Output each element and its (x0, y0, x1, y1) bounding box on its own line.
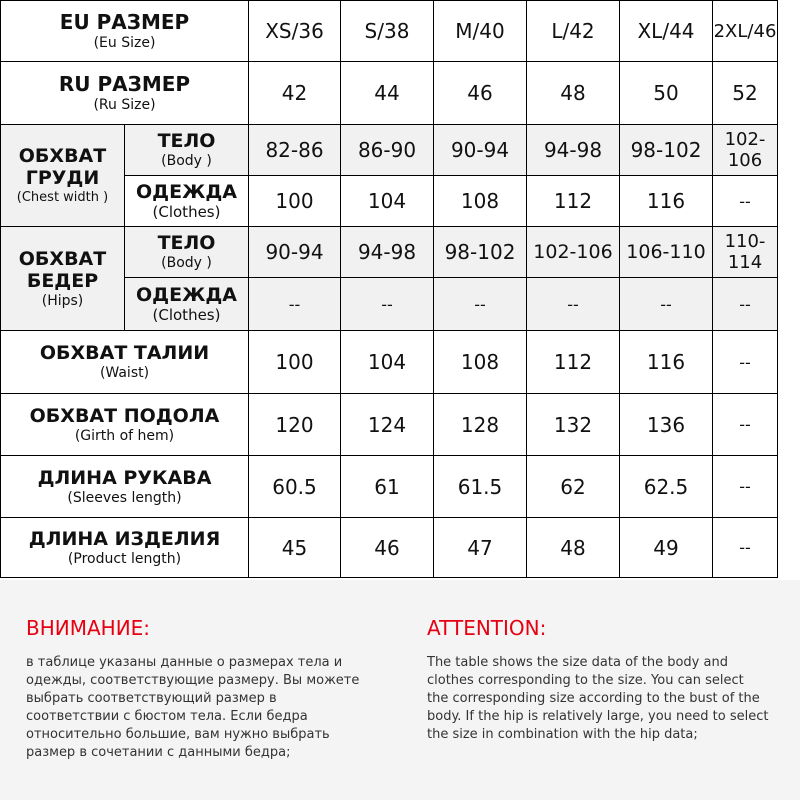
hips-body-label: ТЕЛО (157, 232, 216, 254)
product-value: 47 (434, 518, 527, 578)
row-hips-body (1, 227, 778, 278)
hips-clothes-value: -- (713, 278, 778, 331)
waist-sub: (Waist) (99, 365, 150, 381)
chest-body-header (125, 125, 249, 176)
eu-size-label: EU РАЗМЕР (59, 10, 190, 34)
chest-clothes-value: -- (713, 176, 778, 227)
eu-value: M/40 (434, 1, 527, 62)
product-header (1, 518, 249, 578)
eu-size-header (1, 1, 249, 62)
waist-value: 108 (434, 331, 527, 394)
eu-value: XS/36 (249, 1, 341, 62)
chest-clothes-value: 112 (527, 176, 620, 227)
eu-value: 2XL/46 (713, 1, 778, 62)
hips-clothes-value: -- (434, 278, 527, 331)
hem-value: 132 (527, 394, 620, 456)
sleeve-value: 61 (341, 456, 434, 518)
chest-body-sub: (Body ) (161, 153, 212, 169)
hips-clothes-label: ОДЕЖДА (136, 284, 237, 306)
hips-body-value: 90-94 (249, 227, 341, 278)
hips-body-value: 98-102 (434, 227, 527, 278)
hem-value: 120 (249, 394, 341, 456)
chest-clothes-value: 100 (249, 176, 341, 227)
hips-clothes-value: -- (620, 278, 713, 331)
ru-value: 48 (527, 62, 620, 125)
attention-line-ru: в таблице указаны данные о размерах тела и (26, 655, 343, 670)
hips-body-value: 102-106 (527, 227, 620, 278)
attention-line-ru: одежды, соответствующие размеру. Вы можете (26, 673, 360, 688)
sleeve-header (1, 456, 249, 518)
hips-body-sub: (Body ) (161, 255, 212, 271)
eu-value: S/38 (341, 1, 434, 62)
ru-value: 42 (249, 62, 341, 125)
product-value: 46 (341, 518, 434, 578)
attention-line-ru: соответствии с бюстом тела. Если бедра (26, 709, 308, 724)
attention-text-en (427, 654, 792, 744)
product-value: -- (713, 518, 778, 578)
hips-clothes-value: -- (527, 278, 620, 331)
chest-body-value: 94-98 (527, 125, 620, 176)
chest-clothes-value: 108 (434, 176, 527, 227)
notes-panel (0, 580, 800, 800)
row-product (1, 518, 778, 578)
hem-value: 136 (620, 394, 713, 456)
product-value: 49 (620, 518, 713, 578)
attention-line-ru: относительно большие, вам нужно выбрать (26, 727, 330, 742)
hips-header (1, 227, 125, 331)
eu-size-sub: (Eu Size) (93, 35, 156, 51)
sleeve-sub: (Sleeves length) (67, 489, 182, 506)
attention-line-en: the size in combination with the hip data; (427, 727, 698, 742)
sleeve-label: ДЛИНА РУКАВА (37, 466, 212, 489)
hips-clothes-sub: (Clothes) (152, 306, 221, 324)
hem-value: -- (713, 394, 778, 456)
chest-body-value: 90-94 (434, 125, 527, 176)
chest-label-line2: ГРУДИ (25, 166, 100, 189)
sleeve-value: -- (713, 456, 778, 518)
attention-line-en: body. If the hip is relatively large, you need to select (427, 709, 769, 724)
chest-label-line1: ОБХВАТ (18, 144, 107, 167)
chest-body-value: 98-102 (620, 125, 713, 176)
row-sleeve (1, 456, 778, 518)
hips-body-value: 106-110 (620, 227, 713, 278)
row-hem (1, 394, 778, 456)
ru-size-header (1, 62, 249, 125)
attention-line-ru: размер в сочетании с данными бедра; (26, 745, 291, 760)
ru-value: 46 (434, 62, 527, 125)
ru-value: 44 (341, 62, 434, 125)
attention-title-ru: ВНИМАНИЕ: (26, 616, 151, 640)
hips-body-header (125, 227, 249, 278)
chest-header (1, 125, 125, 227)
chest-body-label: ТЕЛО (157, 130, 216, 152)
hips-clothes-value: -- (341, 278, 434, 331)
hem-value: 128 (434, 394, 527, 456)
ru-size-label: RU РАЗМЕР (58, 72, 191, 96)
waist-value: -- (713, 331, 778, 394)
hips-clothes-header (125, 278, 249, 331)
chest-clothes-value: 116 (620, 176, 713, 227)
hem-label: ОБХВАТ ПОДОЛА (29, 404, 220, 427)
chest-clothes-sub: (Clothes) (152, 203, 221, 221)
attention-line-en: the corresponding size according to the bust of the (427, 691, 760, 706)
waist-header (1, 331, 249, 394)
chest-body-value: 102-106 (713, 125, 778, 176)
product-value: 45 (249, 518, 341, 578)
hips-label-line2: БЕДЕР (26, 269, 99, 292)
hips-clothes-value: -- (249, 278, 341, 331)
attention-line-en: clothes corresponding to the size. You can select (427, 673, 744, 688)
chest-body-value: 86-90 (341, 125, 434, 176)
eu-value: L/42 (527, 1, 620, 62)
sleeve-value: 60.5 (249, 456, 341, 518)
hips-label-line1: ОБХВАТ (18, 247, 107, 270)
chest-clothes-header (125, 176, 249, 227)
ru-value: 50 (620, 62, 713, 125)
hips-body-value: 110-114 (713, 227, 778, 278)
chest-clothes-value: 104 (341, 176, 434, 227)
hips-sub: (Hips) (41, 292, 84, 309)
sleeve-value: 62 (527, 456, 620, 518)
sleeve-value: 61.5 (434, 456, 527, 518)
hem-value: 124 (341, 394, 434, 456)
row-eu-size (1, 1, 778, 62)
chest-clothes-label: ОДЕЖДА (136, 181, 237, 203)
attention-text-ru (26, 654, 396, 762)
sleeve-value: 62.5 (620, 456, 713, 518)
product-label: ДЛИНА ИЗДЕЛИЯ (28, 527, 221, 550)
waist-value: 104 (341, 331, 434, 394)
product-value: 48 (527, 518, 620, 578)
chest-body-value: 82-86 (249, 125, 341, 176)
hem-header (1, 394, 249, 456)
row-waist (1, 331, 778, 394)
row-ru-size (1, 62, 778, 125)
ru-size-sub: (Ru Size) (93, 97, 156, 113)
eu-value: XL/44 (620, 1, 713, 62)
product-sub: (Product length) (67, 550, 182, 567)
attention-line-en: The table shows the size data of the body and (427, 655, 728, 670)
waist-value: 116 (620, 331, 713, 394)
attention-title-en: ATTENTION: (427, 616, 547, 640)
attention-line-ru: выбрать соответствующий размер в (26, 691, 277, 706)
row-chest-body (1, 125, 778, 176)
waist-value: 100 (249, 331, 341, 394)
waist-label: ОБХВАТ ТАЛИИ (39, 342, 210, 364)
chest-sub: (Chest width ) (16, 189, 109, 205)
waist-value: 112 (527, 331, 620, 394)
hips-body-value: 94-98 (341, 227, 434, 278)
hem-sub: (Girth of hem) (74, 427, 175, 444)
ru-value: 52 (713, 62, 778, 125)
